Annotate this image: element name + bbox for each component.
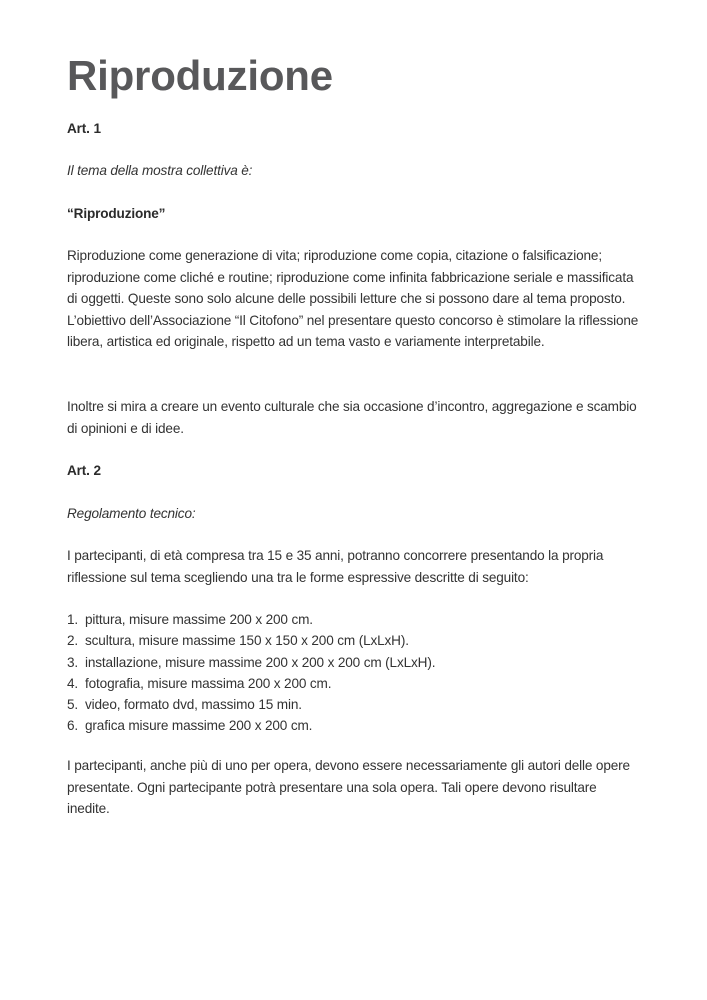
list-number: 1. bbox=[67, 612, 79, 627]
list-number: 5. bbox=[67, 697, 79, 713]
list-text: grafica misure massime 200 x 200 cm. bbox=[85, 718, 313, 734]
art1-intro: Il tema della mostra collettiva è: bbox=[67, 163, 253, 178]
list-number: 4. bbox=[67, 675, 79, 691]
art1-theme: “Riproduzione” bbox=[67, 206, 166, 221]
list-item bbox=[67, 652, 435, 673]
list-text: video, formato dvd, massimo 15 min. bbox=[85, 697, 302, 713]
list-item bbox=[67, 609, 435, 630]
list-text: fotografia, misure massima 200 x 200 cm. bbox=[85, 675, 332, 691]
list-number: 6. bbox=[67, 718, 79, 734]
art2-paragraph-2: I partecipanti, anche più di uno per opera, devono essere necessariamente gli autori delle opere presentate. Ogni partecipante potrà presentare una sola opera. Tali opere devono risultare inedite. bbox=[67, 758, 630, 816]
forms-list bbox=[67, 609, 435, 737]
art1-paragraph-2: Inoltre si mira a creare un evento culturale che sia occasione d’incontro, aggregazione e scambio di opinioni e di idee. bbox=[67, 399, 637, 436]
art1-heading: Art. 1 bbox=[67, 121, 101, 136]
list-text: installazione, misure massime 200 x 200 x 200 cm (LxLxH). bbox=[85, 654, 436, 670]
list-number: 2. bbox=[67, 633, 79, 649]
art2-paragraph-1: I partecipanti, di età compresa tra 15 e 35 anni, potranno concorrere presentando la propria riflessione sul tema scegliendo una tra le forme espressive descritte di seguito: bbox=[67, 548, 604, 585]
list-item bbox=[67, 715, 435, 736]
art1-paragraph-1: Riproduzione come generazione di vita; riproduzione come copia, citazione o falsificazione; riproduzione come cliché e routine; riproduzione come infinita fabbricazione seriale e massificata di oggetti. Queste sono solo alcune delle possibili letture che si possono dare al tema proposto. L’obiettivo dell’Associazione “Il Citofono” nel presentare questo concorso è stimolare la riflessione libera, artistica ed originale, rispetto ad un tema vasto e variamente interpretabile. bbox=[67, 248, 639, 349]
list-number: 3. bbox=[67, 654, 79, 670]
document-title: Riproduzione bbox=[67, 52, 333, 99]
list-item bbox=[67, 673, 435, 694]
list-item bbox=[67, 630, 435, 651]
art2-intro: Regolamento tecnico: bbox=[67, 506, 196, 521]
list-text: pittura, misure massime 200 x 200 cm. bbox=[85, 612, 313, 627]
list-text: scultura, misure massime 150 x 150 x 200 cm (LxLxH). bbox=[85, 633, 409, 649]
art2-heading: Art. 2 bbox=[67, 463, 101, 478]
list-item bbox=[67, 694, 435, 715]
